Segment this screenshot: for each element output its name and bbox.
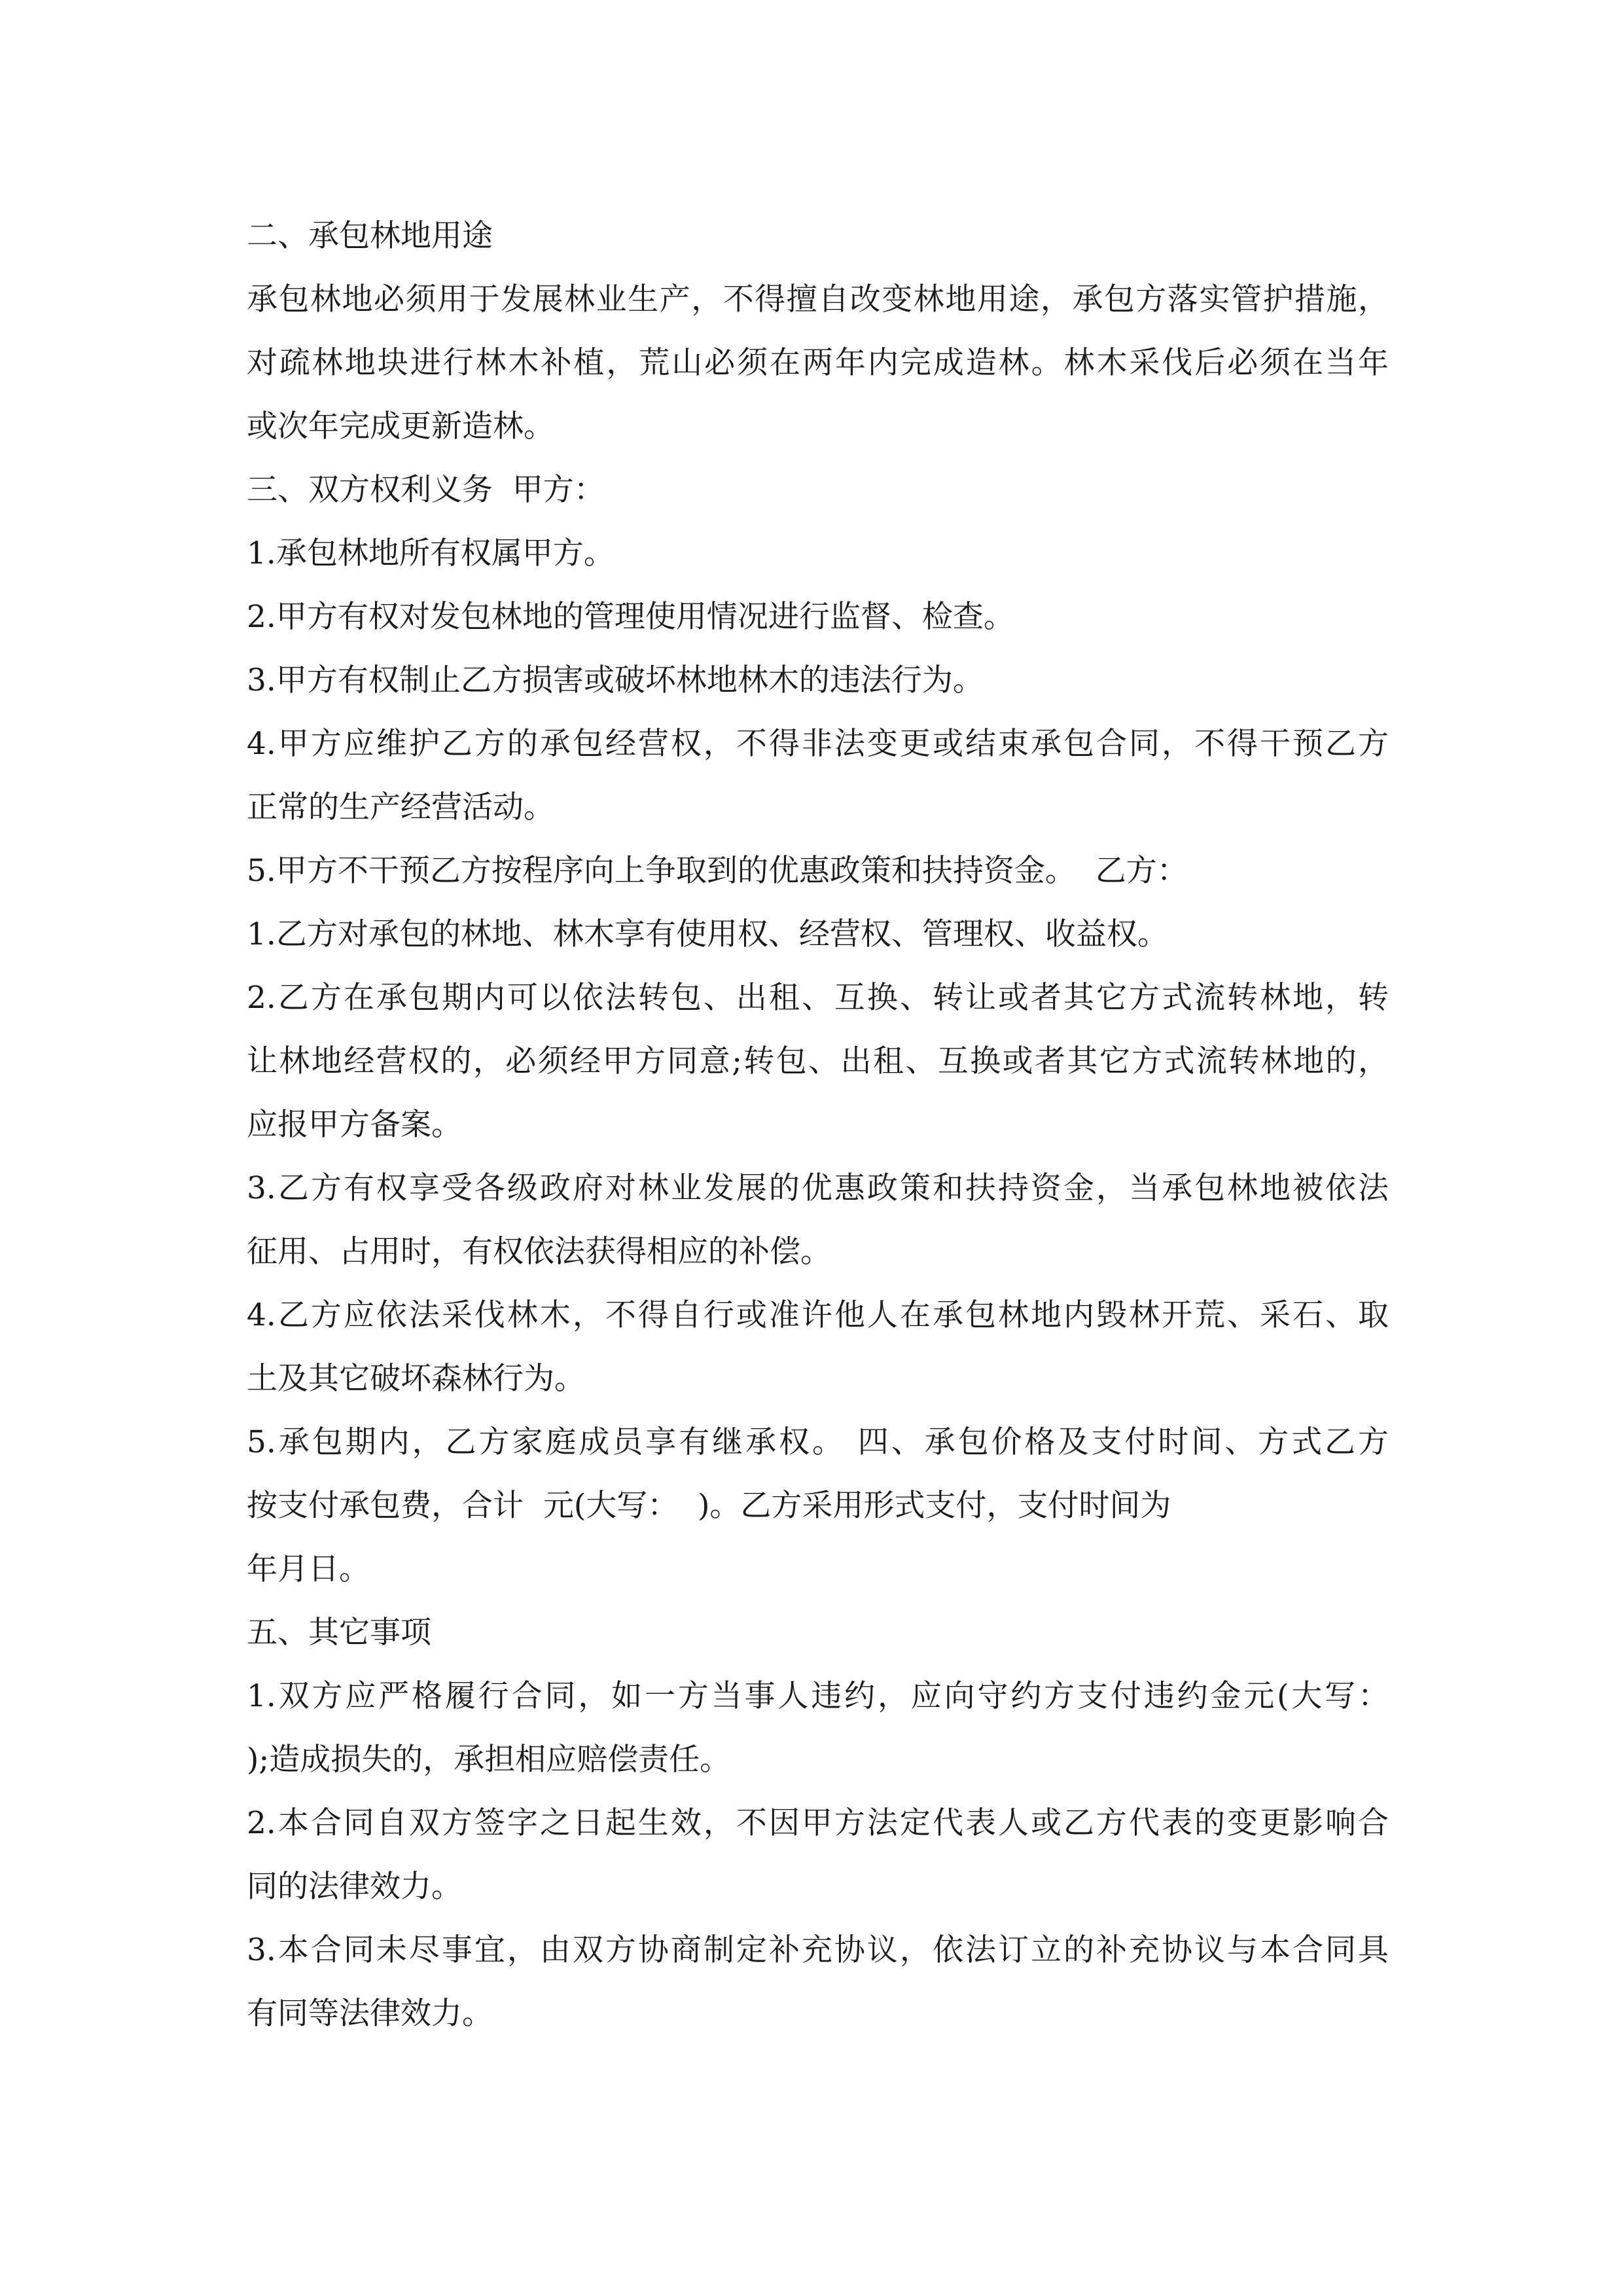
- paragraph-line: 对疏林地块进行林木补植，荒山必须在两年内完成造林。林木采伐后必须在当年: [247, 345, 1389, 381]
- document-body: [247, 204, 1389, 2045]
- list-item: 2.本合同自双方签字之日起生效，不因甲方法定代表人或乙方代表的变更影响合: [247, 1805, 1389, 1841]
- section-heading-rights: 三、双方权利义务 甲方：: [247, 472, 605, 508]
- list-item: 1.乙方对承包的林地、林木享有使用权、经营权、管理权、收益权。: [247, 916, 1168, 952]
- list-item-continuation: 年月日。: [247, 1551, 370, 1587]
- paragraph-line: 或次年完成更新造林。: [247, 408, 554, 444]
- list-item: 4.甲方应维护乙方的承包经营权，不得非法变更或结束承包合同，不得干预乙方: [247, 726, 1389, 762]
- list-item: 1.承包林地所有权属甲方。: [247, 535, 615, 571]
- paragraph-line: 承包林地必须用于发展林业生产，不得擅自改变林地用途，承包方落实管护措施，: [247, 281, 1389, 317]
- list-item: 3.本合同未尽事宜，由双方协商制定补充协议，依法订立的补充协议与本合同具: [247, 1932, 1389, 1968]
- section-heading-other: 五、其它事项: [247, 1615, 431, 1651]
- list-item-continuation: 让林地经营权的，必须经甲方同意;转包、出租、互换或者其它方式流转林地的，: [247, 1043, 1389, 1079]
- list-item-continuation: 有同等法律效力。: [247, 1996, 493, 2032]
- list-item: 3.甲方有权制止乙方损害或破坏林地林木的违法行为。: [247, 662, 984, 698]
- list-item: 4.乙方应依法采伐林木，不得自行或准许他人在承包林地内毁林开荒、采石、取: [247, 1297, 1389, 1333]
- list-item: 1.双方应严格履行合同，如一方当事人违约，应向守约方支付违约金元(大写：: [247, 1678, 1389, 1714]
- list-item: 5.甲方不干预乙方按程序向上争取到的优惠政策和扶持资金。 乙方：: [247, 853, 1188, 889]
- list-item-continuation: 应报甲方备案。: [247, 1107, 462, 1143]
- list-item-continuation: 按支付承包费，合计 元(大写： )。乙方采用形式支付，支付时间为: [247, 1488, 1171, 1524]
- list-item-continuation: 征用、占用时，有权依法获得相应的补偿。: [247, 1234, 831, 1270]
- list-item-continuation: 正常的生产经营活动。: [247, 789, 554, 825]
- list-item: 5.承包期内，乙方家庭成员享有继承权。 四、承包价格及支付时间、方式乙方: [247, 1424, 1389, 1460]
- list-item: 3.乙方有权享受各级政府对林业发展的优惠政策和扶持资金，当承包林地被依法: [247, 1170, 1389, 1206]
- list-item-continuation: 同的法律效力。: [247, 1869, 462, 1905]
- list-item-continuation: );造成损失的，承担相应赔偿责任。: [247, 1742, 731, 1778]
- list-item: 2.乙方在承包期内可以依法转包、出租、互换、转让或者其它方式流转林地，转: [247, 980, 1389, 1016]
- list-item: 2.甲方有权对发包林地的管理使用情况进行监督、检查。: [247, 599, 1014, 635]
- section-heading-purpose: 二、承包林地用途: [247, 218, 493, 254]
- list-item-continuation: 土及其它破坏森林行为。: [247, 1361, 585, 1397]
